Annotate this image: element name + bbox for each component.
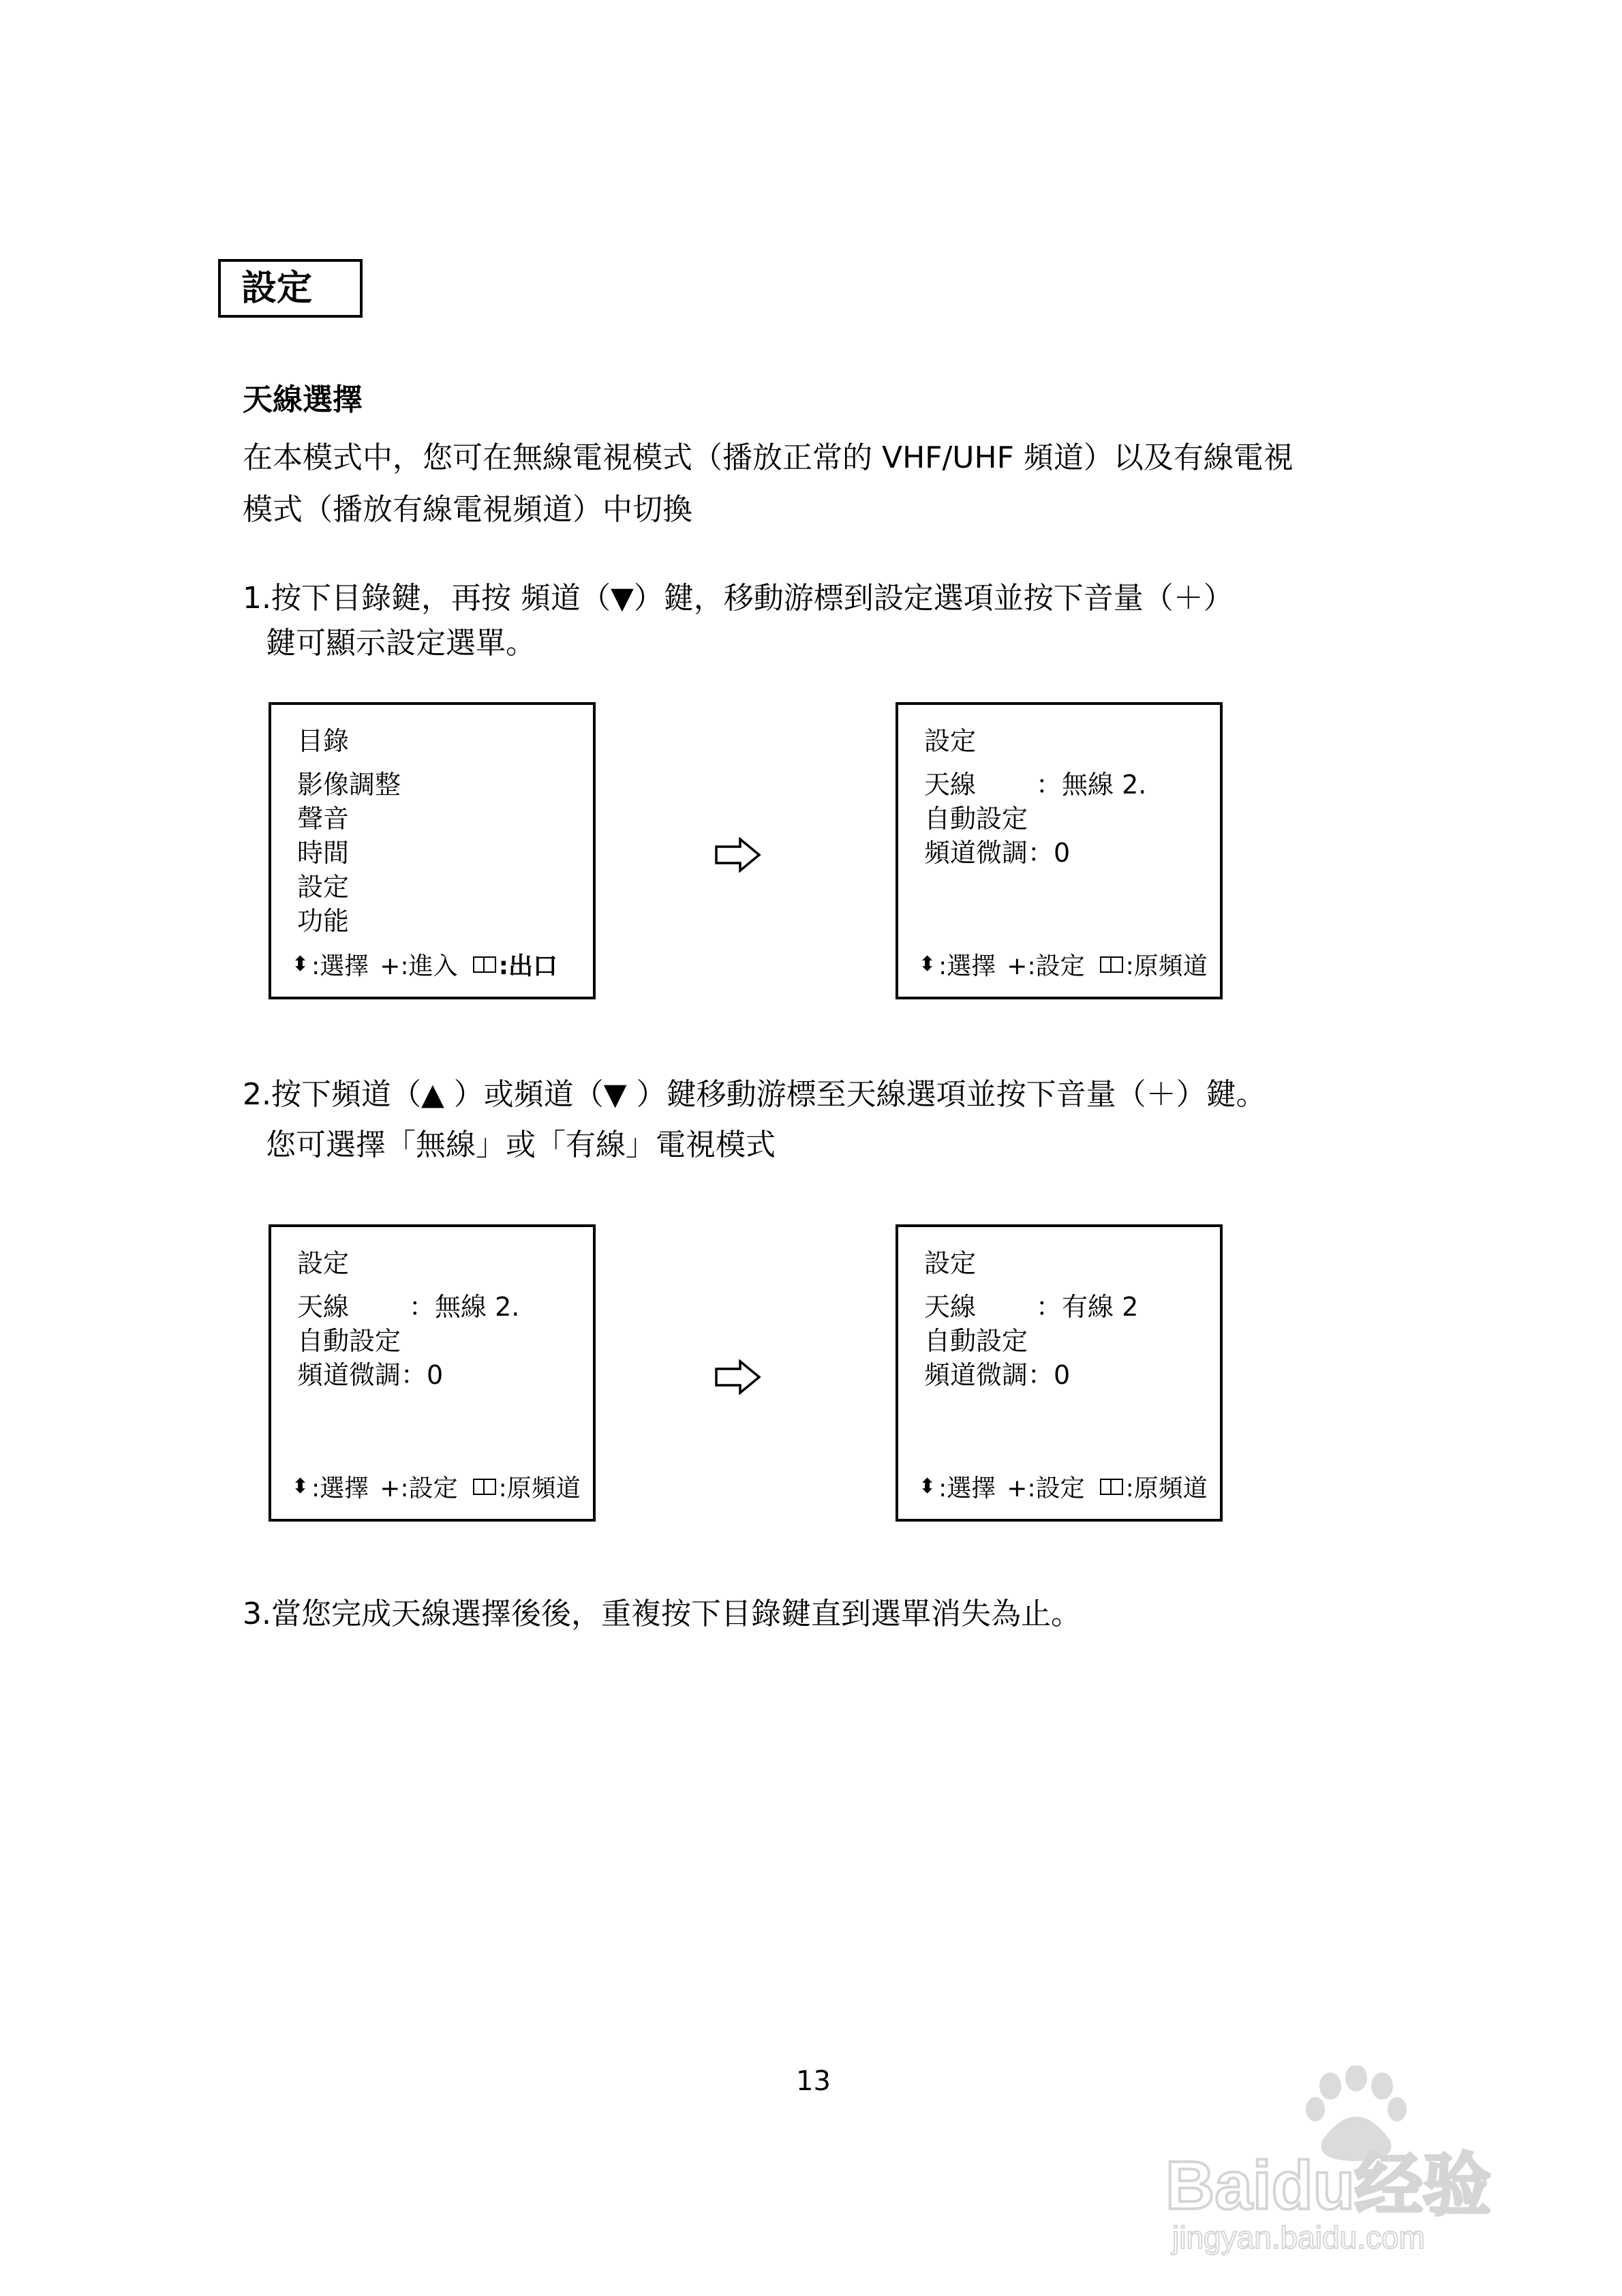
setup-row-finetune: 頻道微調：0 — [924, 838, 1071, 868]
watermark-url: jingyan.baidu.com — [1172, 2220, 1425, 2255]
page-number: 13 — [796, 2066, 831, 2097]
right-arrow-icon — [714, 837, 762, 873]
updown-arrow-icon: ⬍ — [919, 952, 936, 976]
footer-select: :選擇 — [311, 1475, 369, 1502]
footer-exit: :原頻道 — [498, 1475, 581, 1502]
footer-exit: :原頻道 — [1125, 1475, 1208, 1502]
antenna-label: 天線 — [297, 1292, 350, 1322]
antenna-label: 天線 — [924, 770, 977, 800]
setup-title: 設定 — [297, 1248, 350, 1278]
menu-item-function: 功能 — [297, 906, 350, 936]
baidu-watermark-logo — [1152, 2066, 1561, 2256]
setup-footer — [919, 1469, 1208, 1504]
step1-line-1: 1.按下目錄鍵，再按 頻道（▼）鍵，移動游標到設定選項並按下音量（＋） — [243, 581, 1234, 616]
setup-row-antenna — [297, 1286, 519, 1323]
setup-row-finetune: 頻道微調：0 — [924, 1360, 1071, 1390]
setup-footer — [919, 947, 1208, 982]
menu-item-time: 時間 — [297, 838, 350, 868]
footer-plus: +:設定 — [1007, 1475, 1085, 1502]
menu-item-sound: 聲音 — [297, 804, 350, 834]
menu-panel-setup-1 — [896, 702, 1223, 999]
setup-row-antenna — [924, 1286, 1138, 1323]
step3-line-1: 3.當您完成天線選擇後後，重複按下目錄鍵直到選單消失為止。 — [243, 1597, 1081, 1631]
setup-title: 設定 — [924, 1248, 977, 1278]
menu-item-setup: 設定 — [297, 872, 350, 902]
intro-line-1: 在本模式中，您可在無線電視模式（播放正常的 VHF/UHF 頻道）以及有線電視 — [243, 440, 1294, 475]
menu-key-icon — [473, 1479, 496, 1495]
footer-select: :選擇 — [311, 952, 369, 980]
updown-arrow-icon: ⬍ — [919, 1475, 936, 1498]
menu-panel-main — [269, 702, 596, 999]
setup-footer — [292, 1469, 581, 1504]
footer-plus: +:設定 — [380, 1475, 458, 1502]
footer-plus: +:設定 — [1007, 952, 1085, 980]
setup-title: 設定 — [924, 726, 977, 756]
setup-row-finetune: 頻道微調：0 — [297, 1360, 444, 1390]
menu-item-picture: 影像調整 — [297, 770, 401, 800]
menu-panel-setup-3 — [896, 1224, 1223, 1522]
footer-exit: :原頻道 — [1125, 952, 1208, 980]
setup-row-auto: 自動設定 — [297, 1326, 401, 1356]
menu-panel-setup-2 — [269, 1224, 596, 1522]
menu-footer — [292, 947, 557, 982]
intro-line-2: 模式（播放有線電視頻道）中切換 — [243, 492, 692, 527]
antenna-value: ：無線 2. — [1036, 770, 1147, 800]
setup-row-auto: 自動設定 — [924, 1326, 1028, 1356]
updown-arrow-icon: ⬍ — [292, 1475, 309, 1498]
footer-select: :選擇 — [938, 952, 996, 980]
menu-key-icon — [1100, 1479, 1123, 1495]
footer-plus: +:進入 — [380, 952, 458, 980]
menu-key-icon — [1100, 956, 1123, 973]
menu-key-icon — [473, 956, 496, 973]
footer-select: :選擇 — [938, 1475, 996, 1502]
footer-exit: :出口 — [498, 952, 557, 980]
step2-line-2: 您可選擇「無線」或「有線」電視模式 — [266, 1128, 776, 1162]
subheading-antenna: 天線選擇 — [243, 382, 363, 417]
watermark-brand: Baidu经验 — [1165, 2147, 1491, 2224]
updown-arrow-icon: ⬍ — [292, 952, 309, 976]
step2-line-1: 2.按下頻道（▲ ）或頻道（▼ ）鍵移動游標至天線選項並按下音量（＋）鍵。 — [243, 1077, 1266, 1112]
section-title: 設定 — [218, 259, 363, 318]
antenna-value: ：無線 2. — [409, 1292, 520, 1322]
right-arrow-icon — [714, 1359, 762, 1395]
antenna-label: 天線 — [924, 1292, 977, 1322]
antenna-value: ：有線 2 — [1036, 1292, 1139, 1322]
step1-line-2: 鍵可顯示設定選單。 — [266, 626, 536, 661]
menu-title: 目錄 — [297, 726, 350, 756]
setup-row-antenna — [924, 764, 1146, 801]
setup-row-auto: 自動設定 — [924, 804, 1028, 834]
